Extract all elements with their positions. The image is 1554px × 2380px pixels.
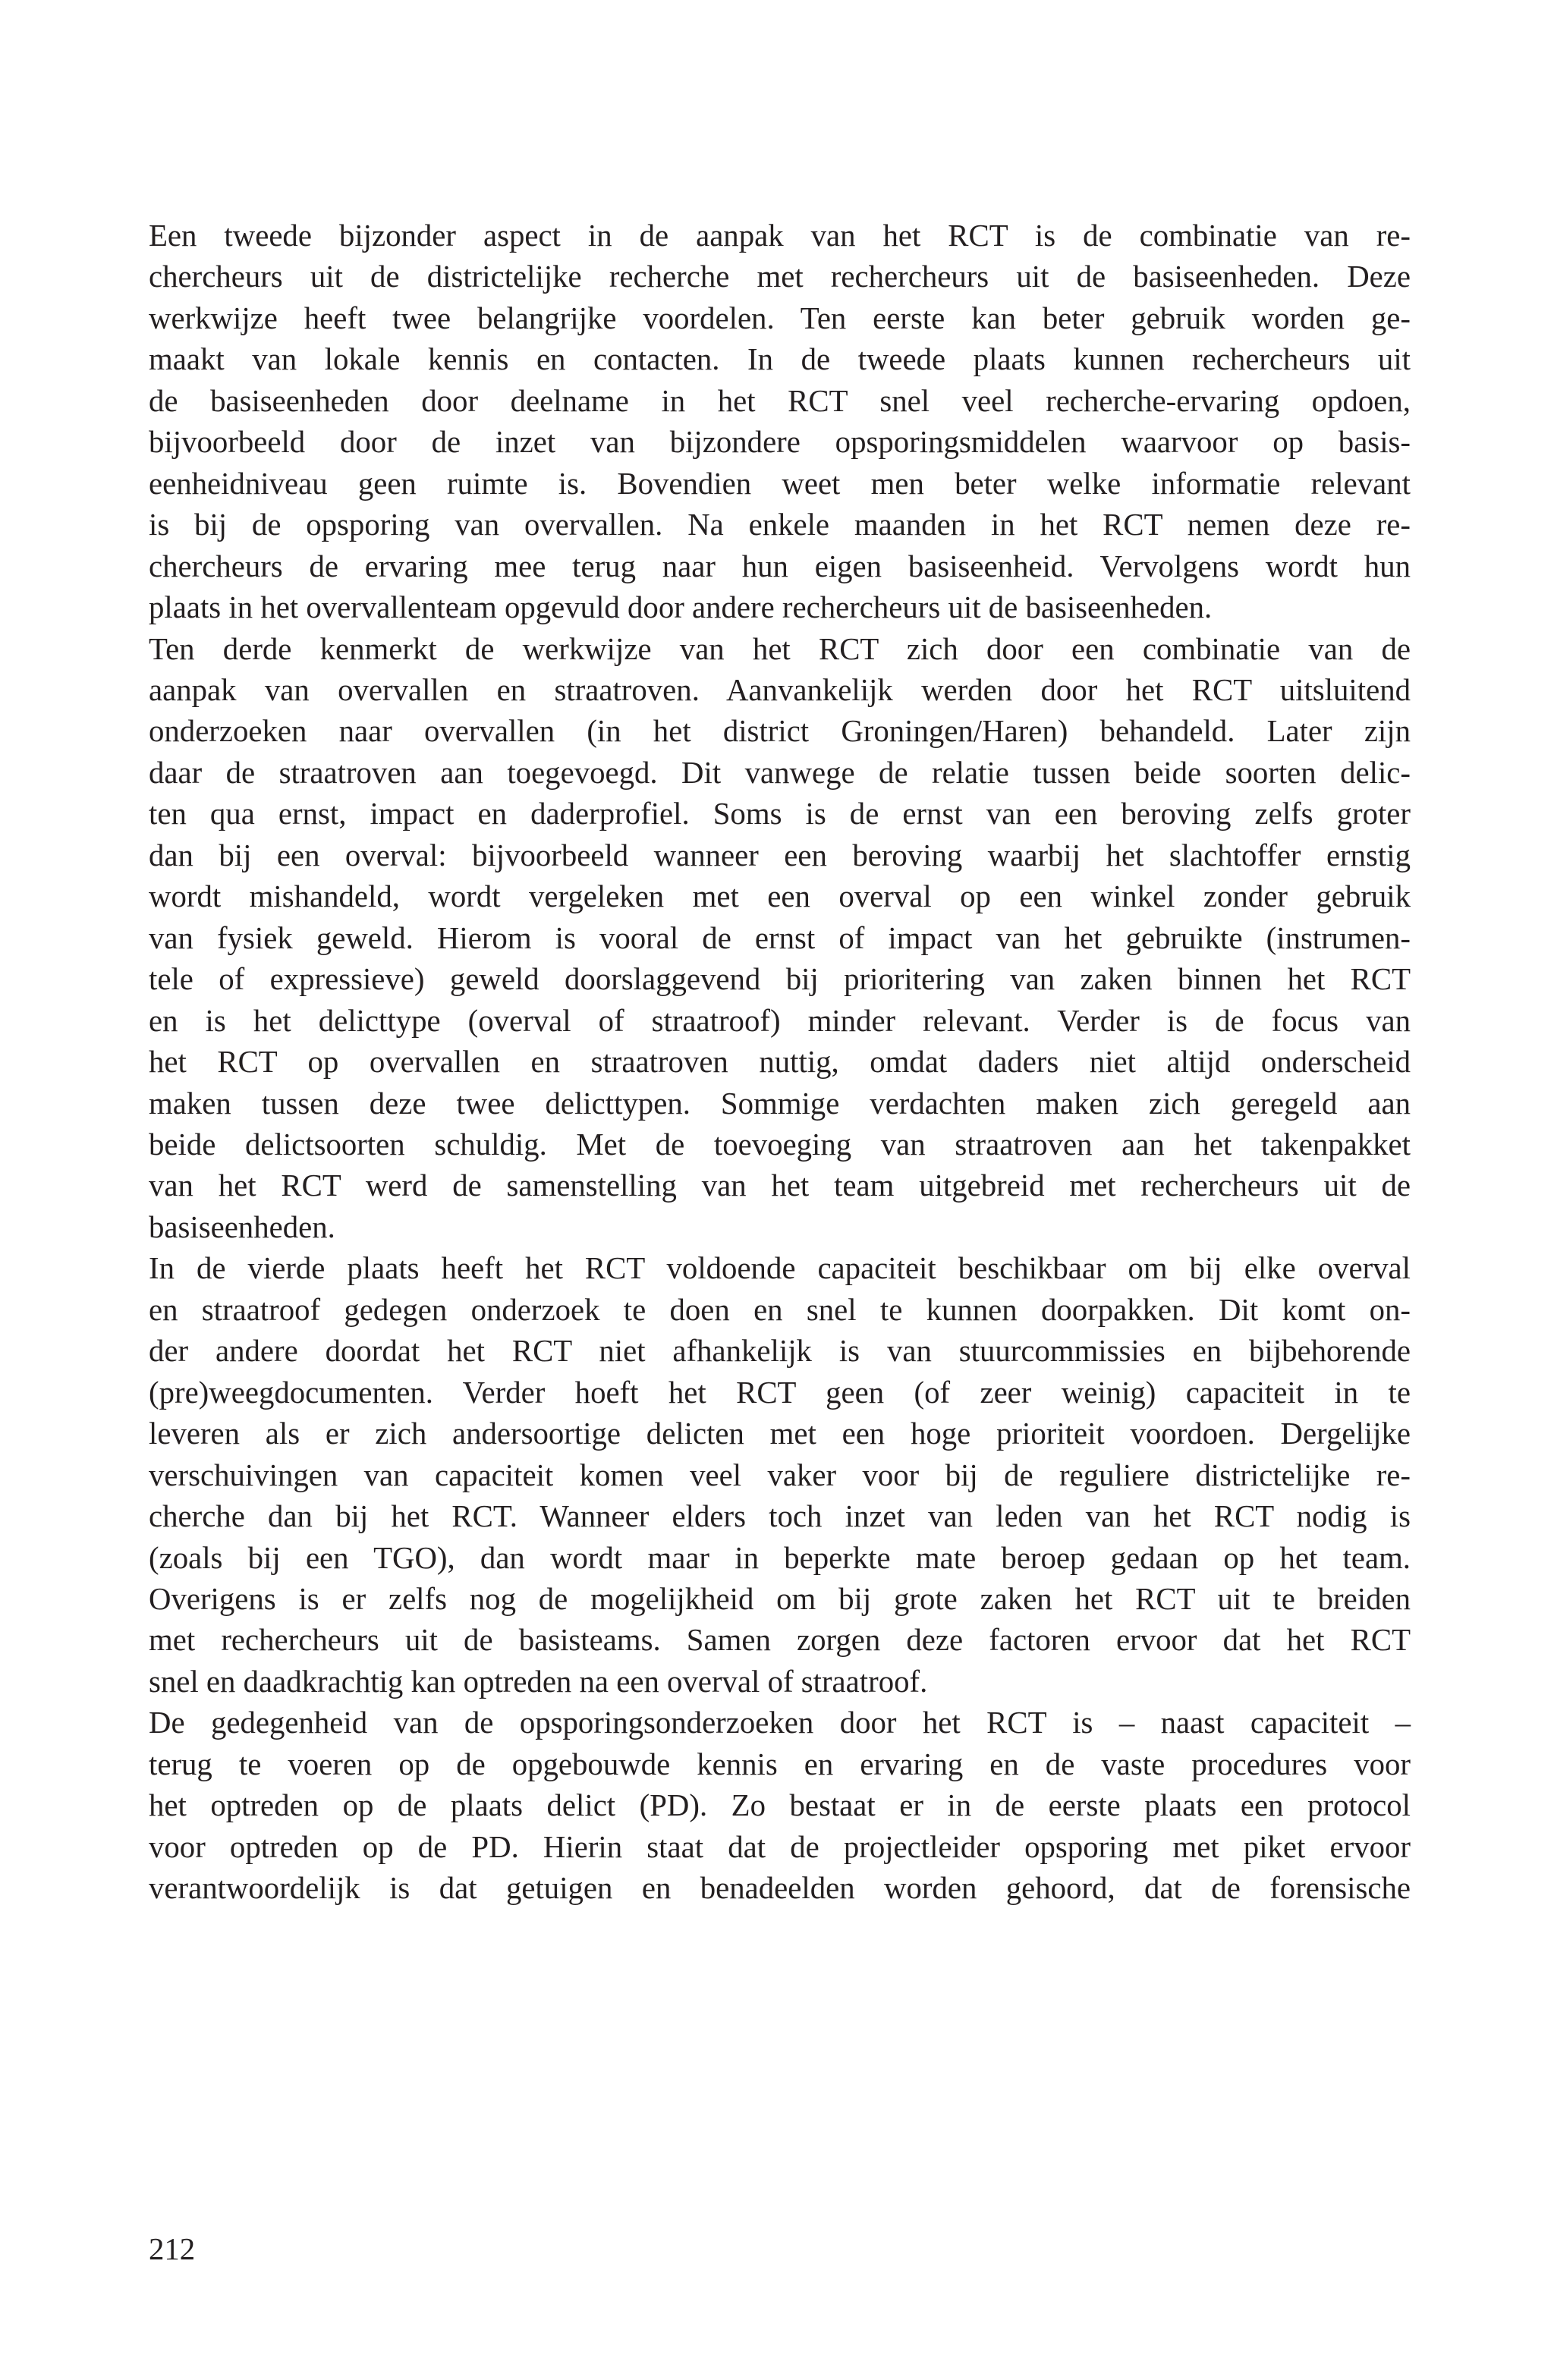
text-line: (pre)weegdocumenten. Verder hoeft het RCT geen (of zeer weinig) capaciteit in te (149, 1375, 1411, 1410)
paragraph (149, 1248, 1411, 1702)
text-line: basiseenheden. (149, 1209, 335, 1244)
text-line: de basiseenheden door deelname in het RCT snel veel recherche-ervaring opdoen, (149, 383, 1411, 418)
text-line: daar de straatroven aan toegevoegd. Dit vanwege de relatie tussen beide soorten delic- (149, 755, 1411, 790)
text-line: voor optreden op de PD. Hierin staat dat de projectleider opsporing met piket ervoor (149, 1829, 1411, 1864)
text-line: verantwoordelijk is dat getuigen en benadeelden worden gehoord, dat de forensische (149, 1871, 1411, 1906)
text-line: werkwijze heeft twee belangrijke voordelen. Ten eerste kan beter gebruik worden ge- (149, 300, 1411, 335)
text-line: eenheidniveau geen ruimte is. Bovendien weet men beter welke informatie relevant (149, 466, 1411, 501)
text-line: cherche dan bij het RCT. Wanneer elders toch inzet van leden van het RCT nodig is (149, 1499, 1411, 1534)
text-line: van het RCT werd de samenstelling van het team uitgebreid met rechercheurs uit de (149, 1168, 1411, 1203)
text-line: met rechercheurs uit de basisteams. Samen zorgen deze factoren ervoor dat het RCT (149, 1623, 1411, 1658)
text-line: tele of expressieve) geweld doorslaggevend bij prioritering van zaken binnen het RCT (149, 962, 1411, 997)
text-line: wordt mishandeld, wordt vergeleken met een overval op een winkel zonder gebruik (149, 879, 1411, 914)
text-line: Ten derde kenmerkt de werkwijze van het RCT zich door een combinatie van de (149, 631, 1411, 666)
text-line: en is het delicttype (overval of straatroof) minder relevant. Verder is de focus van (149, 1003, 1411, 1038)
text-line: en straatroof gedegen onderzoek te doen en snel te kunnen doorpakken. Dit komt on- (149, 1292, 1411, 1327)
text-line: De gedegenheid van de opsporingsonderzoeken door het RCT is – naast capaciteit – (149, 1706, 1411, 1740)
text-line: bijvoorbeeld door de inzet van bijzondere opsporingsmiddelen waarvoor op basis- (149, 425, 1411, 460)
text-line: onderzoeken naar overvallen (in het district Groningen/Haren) behandeld. Later zijn (149, 714, 1411, 749)
text-line: aanpak van overvallen en straatroven. Aanvankelijk werden door het RCT uitsluitend (149, 672, 1411, 707)
text-line: In de vierde plaats heeft het RCT voldoende capaciteit beschikbaar om bij elke overval (149, 1251, 1411, 1286)
text-line: beide delictsoorten schuldig. Met de toevoeging van straatroven aan het takenpakket (149, 1127, 1411, 1162)
paragraph (149, 215, 1411, 629)
text-line: terug te voeren op de opgebouwde kennis en ervaring en de vaste procedures voor (149, 1746, 1411, 1781)
text-line: Overigens is er zelfs nog de mogelijkheid om bij grote zaken het RCT uit te breiden (149, 1581, 1411, 1616)
text-line: maken tussen deze twee delicttypen. Sommige verdachten maken zich geregeld aan (149, 1086, 1411, 1121)
text-line: chercheurs uit de districtelijke recherche met rechercheurs uit de basiseenheden. Deze (149, 259, 1411, 294)
text-line: het optreden op de plaats delict (PD). Zo bestaat er in de eerste plaats een protocol (149, 1788, 1411, 1823)
text-line: plaats in het overvallenteam opgevuld door andere rechercheurs uit de basiseenheden. (149, 590, 1213, 625)
text-line: verschuivingen van capaciteit komen veel vaker voor bij de reguliere districtelijke re- (149, 1457, 1411, 1492)
text-line: ten qua ernst, impact en daderprofiel. Soms is de ernst van een beroving zelfs groter (149, 797, 1411, 832)
paragraph (149, 629, 1411, 1249)
text-line: chercheurs de ervaring mee terug naar hun eigen basiseenheid. Vervolgens wordt hun (149, 549, 1411, 583)
body-text (149, 215, 1411, 1910)
text-line: is bij de opsporing van overvallen. Na enkele maanden in het RCT nemen deze re- (149, 508, 1411, 542)
text-line: van fysiek geweld. Hierom is vooral de ernst of impact van het gebruikte (instrumen- (149, 920, 1411, 955)
text-line: der andere doordat het RCT niet afhankelijk is van stuurcommissies en bijbehorende (149, 1334, 1411, 1369)
text-line: snel en daadkrachtig kan optreden na een overval of straatroof. (149, 1664, 928, 1699)
text-line: leveren als er zich andersoortige delicten met een hoge prioriteit voordoen. Dergelijke (149, 1416, 1411, 1451)
text-line: maakt van lokale kennis en contacten. In de tweede plaats kunnen rechercheurs uit (149, 342, 1411, 377)
page-number: 212 (149, 2232, 196, 2266)
text-line: het RCT op overvallen en straatroven nuttig, omdat daders niet altijd onderscheid (149, 1045, 1411, 1080)
text-line: Een tweede bijzonder aspect in de aanpak van het RCT is de combinatie van re- (149, 219, 1411, 253)
text-line: (zoals bij een TGO), dan wordt maar in beperkte mate beroep gedaan op het team. (149, 1540, 1411, 1575)
paragraph (149, 1702, 1411, 1909)
text-line: dan bij een overval: bijvoorbeeld wanneer een beroving waarbij het slachtoffer ernstig (149, 838, 1411, 872)
